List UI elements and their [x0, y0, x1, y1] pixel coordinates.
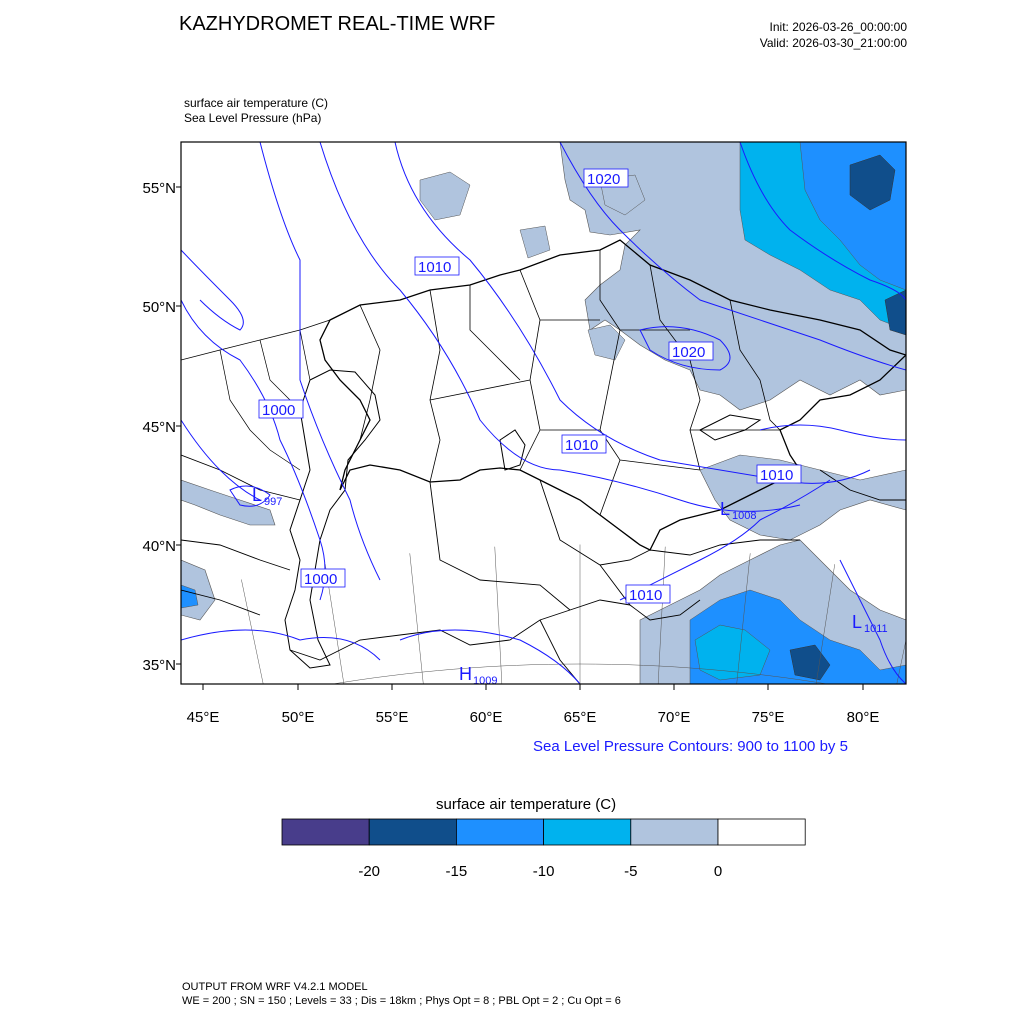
pressure-label: 1020 — [672, 344, 706, 361]
low-marker: L — [720, 499, 731, 519]
low-marker: L — [252, 485, 263, 505]
pressure-label: 1000 — [304, 571, 338, 588]
lat-label: 40°N — [142, 538, 176, 555]
contour-note: Sea Level Pressure Contours: 900 to 1100 by 5 — [533, 738, 848, 755]
lon-axis — [187, 684, 880, 726]
lon-label: 80°E — [846, 709, 880, 726]
colorbar — [282, 819, 805, 880]
lon-label: 75°E — [751, 709, 785, 726]
low-value: 1008 — [732, 510, 757, 522]
parallel-line — [186, 903, 911, 964]
lon-label: 50°E — [281, 709, 315, 726]
page-title: KAZHYDROMET REAL-TIME WRF — [179, 13, 496, 35]
colorbar-label: -5 — [624, 863, 638, 880]
colorbar-title: surface air temperature (C) — [436, 796, 617, 813]
pressure-label: 1010 — [760, 467, 794, 484]
colorbar-swatch — [282, 819, 369, 845]
lat-label: 50°N — [142, 299, 176, 316]
lon-label: 55°E — [375, 709, 409, 726]
high-value: 1009 — [473, 675, 498, 687]
lat-axis — [142, 180, 181, 674]
subtitle-temperature: surface air temperature (C) — [184, 96, 329, 110]
colorbar-swatch — [456, 819, 543, 845]
pressure-label: 1010 — [418, 259, 452, 276]
pressure-label: 1000 — [262, 402, 296, 419]
colorbar-label: -20 — [358, 863, 381, 880]
pressure-label: 1010 — [565, 437, 599, 454]
colorbar-label: 0 — [713, 863, 723, 880]
footer-model: OUTPUT FROM WRF V4.2.1 MODEL — [182, 981, 368, 993]
low-value: 1011 — [864, 623, 888, 635]
colorbar-label: -15 — [445, 863, 468, 880]
low-marker: L — [852, 612, 863, 632]
lon-label: 60°E — [469, 709, 503, 726]
lat-label: 45°N — [142, 419, 176, 436]
pressure-label: 1010 — [629, 587, 663, 604]
low-value: 997 — [264, 496, 283, 508]
pressure-label: 1020 — [587, 171, 621, 188]
colorbar-swatch — [544, 819, 631, 845]
lon-label: 45°E — [186, 709, 220, 726]
lon-label: 65°E — [563, 709, 597, 726]
colorbar-swatch — [369, 819, 456, 845]
valid-time: Valid: 2026-03-30_21:00:00 — [759, 36, 907, 50]
colorbar-swatch — [631, 819, 718, 845]
colorbar-swatch — [718, 819, 805, 845]
high-marker: H — [459, 664, 472, 684]
footer-config: WE = 200 ; SN = 150 ; Levels = 33 ; Dis = 18km ; Phys Opt = 8 ; PBL Opt = 2 ; Cu Opt = 6 — [182, 995, 621, 1007]
lon-label: 70°E — [657, 709, 691, 726]
lat-label: 55°N — [142, 180, 176, 197]
init-time: Init: 2026-03-26_00:00:00 — [769, 20, 907, 34]
subtitle-pressure: Sea Level Pressure (hPa) — [184, 111, 322, 125]
colorbar-label: -10 — [532, 863, 555, 880]
lat-label: 35°N — [142, 657, 176, 674]
